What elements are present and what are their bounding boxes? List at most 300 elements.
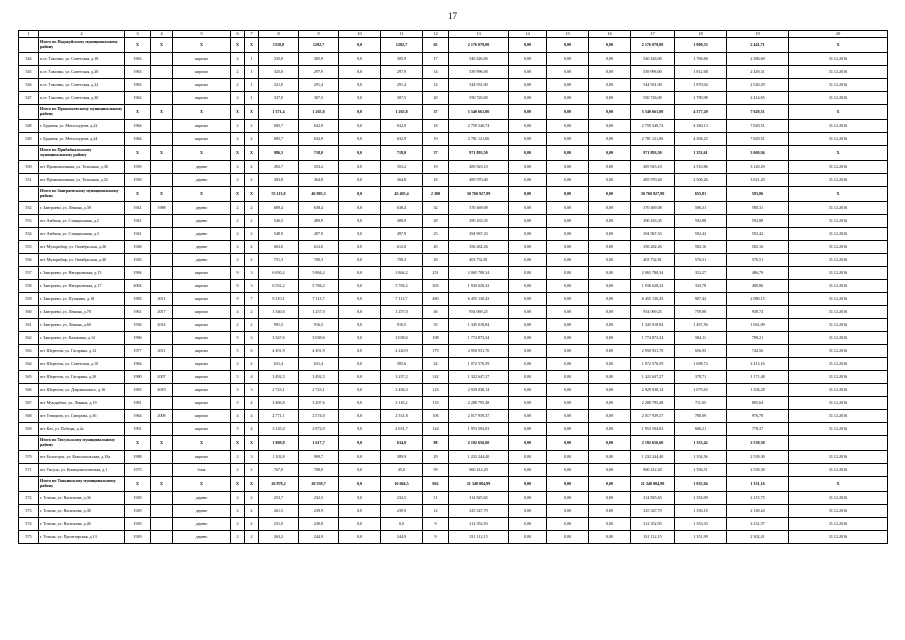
cell-c3: 1963 xyxy=(125,53,151,66)
cell-c18: 655,81 xyxy=(675,187,727,202)
cell-c17: 290 433,35 xyxy=(631,215,675,228)
cell-c6: 2 xyxy=(231,133,245,146)
cell-c17: 485 923,10 xyxy=(631,161,675,174)
cell-c12: 2 300 xyxy=(423,187,449,202)
cell-c20: 31.12.2016 xyxy=(789,161,888,174)
cell-c6: 2 xyxy=(231,518,245,531)
address-cell: пгт Мундыбаш, ул. Ленина, д.19 xyxy=(39,397,125,410)
cell-c18: 1 790,98 xyxy=(675,92,727,105)
cell-c6: 2 xyxy=(231,531,245,544)
address-cell: пгт Каз, ул. Победы, д.2а xyxy=(39,423,125,436)
cell-c11: 3 110,2 xyxy=(381,397,423,410)
row-number-cell: 561 xyxy=(19,319,39,332)
cell-c12: 133 xyxy=(423,397,449,410)
table-row xyxy=(19,267,888,280)
cell-c6: 2 xyxy=(231,254,245,267)
cell-c14: 0,00 xyxy=(509,66,547,79)
cell-c4 xyxy=(151,531,173,544)
cell-c11: 718,0 xyxy=(381,146,423,161)
cell-c6: 2 xyxy=(231,66,245,79)
cell-c5: дерево xyxy=(173,161,231,174)
cell-c3: X xyxy=(125,105,151,120)
cell-c14: 0,00 xyxy=(509,436,547,451)
cell-c17: 1 232 244,40 xyxy=(631,451,675,464)
cell-c4 xyxy=(151,492,173,505)
cell-c11: 305,9 xyxy=(381,53,423,66)
cell-c5: кирпич xyxy=(173,293,231,306)
cell-c15: 0,00 xyxy=(547,79,589,92)
address-cell: пгт Шерегеш, ул. Дзержинского, д.16 xyxy=(39,384,125,397)
cell-c10: 0,0 xyxy=(339,451,381,464)
cell-c11: 634,9 xyxy=(381,436,423,451)
cell-c15: 0,00 xyxy=(547,254,589,267)
cell-c13: 1 345 018,84 xyxy=(449,319,509,332)
cell-c13: 539 996,00 xyxy=(449,66,509,79)
cell-c14: 0,00 xyxy=(509,241,547,254)
cell-c15: 0,00 xyxy=(547,92,589,105)
address-cell: г. Заиграево, ул. Калинина, д.14 xyxy=(39,332,125,345)
cell-c10: 0,0 xyxy=(339,492,381,505)
cell-c7: 4 xyxy=(245,423,259,436)
cell-c7: X xyxy=(245,146,259,161)
cell-c20: 31.12.2016 xyxy=(789,228,888,241)
cell-c11: 632,9 xyxy=(381,120,423,133)
cell-c20: 31.12.2016 xyxy=(789,492,888,505)
cell-c19: 2 231,57 xyxy=(727,518,789,531)
table-row xyxy=(19,423,888,436)
cell-c17: 954 069,25 xyxy=(631,306,675,319)
cell-c11: 232,5 xyxy=(381,492,423,505)
cell-c3: X xyxy=(125,146,151,161)
cell-c9: 5 784,2 xyxy=(299,280,339,293)
cell-c18: 1 355,42 xyxy=(675,436,727,451)
cell-c20: 31.12.2016 xyxy=(789,254,888,267)
cell-c3: 1939 xyxy=(125,161,151,174)
cell-c10: 0,0 xyxy=(339,384,381,397)
cell-c19: 2 413,16 xyxy=(727,358,789,371)
cell-c15: 0,00 xyxy=(547,293,589,306)
cell-c13: 2 192 656,60 xyxy=(449,436,509,451)
cell-c4: 1988 xyxy=(151,202,173,215)
cell-c7: 2 xyxy=(245,358,259,371)
header-cell: 7 xyxy=(245,31,259,38)
cell-c13: 290 433,35 xyxy=(449,215,509,228)
cell-c14: 0,00 xyxy=(509,267,547,280)
table-row xyxy=(19,371,888,384)
cell-c8: 548,9 xyxy=(259,228,299,241)
cell-c12: 46 xyxy=(423,306,449,319)
cell-c12: 862 xyxy=(423,477,449,492)
cell-c14: 0,00 xyxy=(509,133,547,146)
cell-c5: X xyxy=(173,146,231,161)
cell-c9: 708,0 xyxy=(299,464,339,477)
cell-c20: 31.12.2016 xyxy=(789,280,888,293)
cell-c15: 0,00 xyxy=(547,146,589,161)
cell-c7: 2 xyxy=(245,319,259,332)
cell-c12: 11 xyxy=(423,492,449,505)
cell-c19: 1 104,28 xyxy=(727,384,789,397)
cell-c10: 0,0 xyxy=(339,38,381,53)
cell-c4 xyxy=(151,505,173,518)
cell-c5: X xyxy=(173,105,231,120)
cell-c9: 307,5 xyxy=(299,92,339,105)
cell-c10: 0,0 xyxy=(339,371,381,384)
cell-c5: кирпич xyxy=(173,133,231,146)
row-number-cell xyxy=(19,187,39,202)
cell-c13: 2 176 079,00 xyxy=(449,38,509,53)
cell-c3: 1929 xyxy=(125,492,151,505)
cell-c10: 0,0 xyxy=(339,53,381,66)
cell-c9: 305,9 xyxy=(299,53,339,66)
cell-c8: 3 145,4 xyxy=(259,423,299,436)
cell-c19: 2 539,30 xyxy=(727,436,789,451)
cell-c6: 2 xyxy=(231,505,245,518)
cell-c3: 1929 xyxy=(125,531,151,544)
cell-c10: 0,0 xyxy=(339,215,381,228)
table-row xyxy=(19,410,888,423)
table-row xyxy=(19,505,888,518)
row-number-cell: 572 xyxy=(19,492,39,505)
cell-c14: 0,00 xyxy=(509,358,547,371)
table-body xyxy=(19,31,888,544)
cell-c10: 0,0 xyxy=(339,254,381,267)
cell-c14: 0,00 xyxy=(509,53,547,66)
cell-c3: 1980 xyxy=(125,371,151,384)
cell-c20: X xyxy=(789,187,888,202)
cell-c3: 1994 xyxy=(125,267,151,280)
cell-c10: 0,0 xyxy=(339,267,381,280)
total-name-cell: Итого по Тонкинскому муниципальному району xyxy=(39,477,125,492)
cell-c16: 0,00 xyxy=(589,397,631,410)
cell-c4 xyxy=(151,174,173,187)
table-row xyxy=(19,464,888,477)
cell-c7: 2 xyxy=(245,518,259,531)
cell-c20: 31.12.2016 xyxy=(789,371,888,384)
cell-c16: 0,00 xyxy=(589,120,631,133)
cell-c7: 2 xyxy=(245,241,259,254)
address-cell: г. Заиграево, ул. Ленина, д.39 xyxy=(39,202,125,215)
cell-c20: 31.12.2016 xyxy=(789,241,888,254)
cell-c7: 1 xyxy=(245,92,259,105)
cell-c16: 0,00 xyxy=(589,371,631,384)
cell-c8: 6 650,2 xyxy=(259,267,299,280)
cell-c9: 909,7 xyxy=(299,451,339,464)
header-cell: 18 xyxy=(675,31,727,38)
cell-c12: 37 xyxy=(423,105,449,120)
cell-c5: X xyxy=(173,187,231,202)
cell-c19: 1 171,48 xyxy=(727,371,789,384)
cell-c20: 31.12.2016 xyxy=(789,120,888,133)
cell-c12: 19 xyxy=(423,161,449,174)
cell-c3: 1985 xyxy=(125,293,151,306)
cell-c12: 18 xyxy=(423,174,449,187)
row-number-cell: 553 xyxy=(19,215,39,228)
cell-c15: 0,00 xyxy=(547,241,589,254)
cell-c17: 1 345 018,84 xyxy=(631,319,675,332)
cell-c7: 1 xyxy=(245,79,259,92)
header-cell: 11 xyxy=(381,31,423,38)
address-cell: п.ст. Таксимо, ул. Советская, д.18 xyxy=(39,53,125,66)
cell-c17: 1 322 647,27 xyxy=(631,371,675,384)
row-number-cell: 545 xyxy=(19,66,39,79)
cell-c19: 2 449,31 xyxy=(727,66,789,79)
cell-c8: 2 723,1 xyxy=(259,384,299,397)
header-cell: 15 xyxy=(547,31,589,38)
cell-c5: кирпич xyxy=(173,120,231,133)
row-number-cell: 563 xyxy=(19,345,39,358)
cell-c19: 2 414,65 xyxy=(727,92,789,105)
cell-c14: 0,00 xyxy=(509,464,547,477)
cell-c10: 0,0 xyxy=(339,345,381,358)
cell-c20: 31.12.2016 xyxy=(789,345,888,358)
row-number-cell: 562 xyxy=(19,332,39,345)
cell-c5: дерево xyxy=(173,254,231,267)
cell-c3: 1941 xyxy=(125,215,151,228)
cell-c8: 767,0 xyxy=(259,464,299,477)
cell-c3: X xyxy=(125,477,151,492)
cell-c7: 2 xyxy=(245,306,259,319)
cell-c16: 0,00 xyxy=(589,161,631,174)
row-number-cell: 552 xyxy=(19,202,39,215)
cell-c8: 1318,0 xyxy=(259,38,299,53)
cell-c12: 29 xyxy=(423,254,449,267)
cell-c16: 0,00 xyxy=(589,423,631,436)
cell-c16: 0,00 xyxy=(589,332,631,345)
cell-c17: 540 426,00 xyxy=(631,53,675,66)
address-cell: пгт Шерегеш, ул. Гагарина, д.12 xyxy=(39,345,125,358)
cell-c10: 0,0 xyxy=(339,161,381,174)
address-cell: п.ст. Таксимо, ул. Советская, д.22 xyxy=(39,79,125,92)
cell-c7: X xyxy=(245,38,259,53)
cell-c12: 28 xyxy=(423,215,449,228)
address-cell: пгт Темиртау, ул. Суворова, д.36 xyxy=(39,410,125,423)
cell-c5: кирпич xyxy=(173,92,231,105)
cell-c8: 631,4 xyxy=(259,358,299,371)
cell-c15: 0,00 xyxy=(547,38,589,53)
cell-c5: дерево xyxy=(173,531,231,544)
header-cell: 10 xyxy=(339,31,381,38)
cell-c11: 585,6 xyxy=(381,358,423,371)
district-total-row xyxy=(19,146,888,161)
cell-c10: 0,0 xyxy=(339,306,381,319)
cell-c5: дерево xyxy=(173,215,231,228)
cell-c3: 1941 xyxy=(125,202,151,215)
cell-c19: 744,56 xyxy=(727,345,789,358)
cell-c6: 5 xyxy=(231,423,245,436)
cell-c15: 0,00 xyxy=(547,105,589,120)
table-row xyxy=(19,133,888,146)
cell-c15: 0,00 xyxy=(547,358,589,371)
cell-c10: 0,0 xyxy=(339,79,381,92)
cell-c19: 2 520,29 xyxy=(727,79,789,92)
cell-c17: 370 469,08 xyxy=(631,202,675,215)
cell-c4: 2011 xyxy=(151,345,173,358)
cell-c20: X xyxy=(789,105,888,120)
cell-c16: 0,00 xyxy=(589,146,631,161)
cell-c6: X xyxy=(231,146,245,161)
cell-c7: 7 xyxy=(245,293,259,306)
cell-c13: 2 950 931,70 xyxy=(449,345,509,358)
cell-c19: 2 149,24 xyxy=(727,505,789,518)
cell-c16: 0,00 xyxy=(589,477,631,492)
cell-c9: 297,9 xyxy=(299,66,339,79)
cell-c8: 685,7 xyxy=(259,120,299,133)
cell-c17: 403 732,81 xyxy=(631,254,675,267)
cell-c12: 29 xyxy=(423,451,449,464)
cell-c11: 364,8 xyxy=(381,174,423,187)
cell-c5: кирпич xyxy=(173,66,231,79)
header-cell: 20 xyxy=(789,31,888,38)
cell-c12: 179 xyxy=(423,345,449,358)
cell-c10: 0,0 xyxy=(339,531,381,544)
district-total-row xyxy=(19,38,888,53)
cell-c18: 656,95 xyxy=(675,345,727,358)
cell-c4 xyxy=(151,53,173,66)
row-number-cell xyxy=(19,436,39,451)
cell-c6: 2 xyxy=(231,92,245,105)
cell-c12: 20 xyxy=(423,241,449,254)
cell-c9: 1 265,8 xyxy=(299,105,339,120)
cell-c12: 65 xyxy=(423,38,449,53)
page-number: 17 xyxy=(448,11,457,21)
cell-c11: 1 265,8 xyxy=(381,105,423,120)
cell-c5: кирпич xyxy=(173,319,231,332)
cell-c13: 312 352,93 xyxy=(449,518,509,531)
cell-c4 xyxy=(151,79,173,92)
cell-c20: 31.12.2016 xyxy=(789,518,888,531)
cell-c16: 0,00 xyxy=(589,410,631,423)
row-number-cell: 560 xyxy=(19,306,39,319)
address-cell: п.ст. Таксимо, ул. Советская, д.30 xyxy=(39,92,125,105)
cell-c7: X xyxy=(245,477,259,492)
cell-c16: 0,00 xyxy=(589,228,631,241)
cell-c15: 0,00 xyxy=(547,187,589,202)
cell-c10: 0,0 xyxy=(339,293,381,306)
cell-c9: 700,3 xyxy=(299,254,339,267)
cell-c8: 253,7 xyxy=(259,492,299,505)
cell-c11: 632,9 xyxy=(381,133,423,146)
cell-c20: X xyxy=(789,38,888,53)
table-row xyxy=(19,79,888,92)
cell-c12: 106 xyxy=(423,410,449,423)
cell-c13: 960 412,20 xyxy=(449,464,509,477)
cell-c14: 0,00 xyxy=(509,319,547,332)
cell-c9: 2 574,0 xyxy=(299,410,339,423)
cell-c9: 1202,7 xyxy=(299,38,339,53)
header-cell: 5 xyxy=(173,31,231,38)
cell-c14: 0,00 xyxy=(509,293,547,306)
cell-c15: 0,00 xyxy=(547,436,589,451)
header-cell: 9 xyxy=(299,31,339,38)
cell-c15: 0,00 xyxy=(547,133,589,146)
cell-c3: X xyxy=(125,38,151,53)
cell-c14: 0,00 xyxy=(509,423,547,436)
cell-c7: 2 xyxy=(245,531,259,544)
address-cell: пгт Промышленная, ул. Тельмана, д.30 xyxy=(39,161,125,174)
cell-c10: 0,0 xyxy=(339,120,381,133)
table-row xyxy=(19,254,888,267)
table-row xyxy=(19,451,888,464)
table-row xyxy=(19,319,888,332)
cell-c13: 2 781 121,06 xyxy=(449,133,509,146)
cell-c15: 0,00 xyxy=(547,477,589,492)
cell-c7: 4 xyxy=(245,410,259,423)
cell-c6: X xyxy=(231,436,245,451)
table-row xyxy=(19,306,888,319)
cell-c8: 3 492,5 xyxy=(259,371,299,384)
cell-c15: 0,00 xyxy=(547,423,589,436)
cell-c16: 0,00 xyxy=(589,358,631,371)
cell-c18: 333,78 xyxy=(675,280,727,293)
cell-c6: 2 xyxy=(231,161,245,174)
cell-c19: 2 302,41 xyxy=(727,531,789,544)
cell-c9: 718,0 xyxy=(299,146,339,161)
cell-c4 xyxy=(151,280,173,293)
cell-c13: 356 282,26 xyxy=(449,241,509,254)
address-cell: пгт Тисуль, ул. Коммунистическая, д.1 xyxy=(39,464,125,477)
cell-c13: 2 280 795,48 xyxy=(449,397,509,410)
cell-c10: 0,0 xyxy=(339,174,381,187)
row-number-cell: 573 xyxy=(19,505,39,518)
cell-c20: 31.12.2016 xyxy=(789,397,888,410)
row-number-cell: 569 xyxy=(19,423,39,436)
row-number-cell xyxy=(19,146,39,161)
cell-c9: 1 257,0 xyxy=(299,306,339,319)
cell-c5: блок xyxy=(173,464,231,477)
cell-c18: 576,51 xyxy=(675,254,727,267)
cell-c3: 1941 xyxy=(125,228,151,241)
cell-c11: 916,5 xyxy=(381,319,423,332)
cell-c8: 251,0 xyxy=(259,518,299,531)
cell-c12: 9 xyxy=(423,531,449,544)
cell-c10: 0,0 xyxy=(339,518,381,531)
cell-c12: 480 xyxy=(423,293,449,306)
cell-c3: 1939 xyxy=(125,174,151,187)
cell-c12: 32 xyxy=(423,202,449,215)
cell-c11: 638,4 xyxy=(381,202,423,215)
cell-c14: 0,00 xyxy=(509,79,547,92)
address-cell: п.ст. Таксимо, ул. Советская, д.20 xyxy=(39,66,125,79)
cell-c5: кирпич xyxy=(173,306,231,319)
cell-c19: 7 629,51 xyxy=(727,105,789,120)
cell-c5: X xyxy=(173,436,231,451)
cell-c16: 0,00 xyxy=(589,306,631,319)
cell-c20: 31.12.2016 xyxy=(789,174,888,187)
cell-c3: 1948 xyxy=(125,241,151,254)
cell-c19: 976,78 xyxy=(727,410,789,423)
cell-c18: 1 035,94 xyxy=(675,477,727,492)
cell-c6: 9 xyxy=(231,267,245,280)
row-number-cell: 559 xyxy=(19,293,39,306)
cell-c20: 31.12.2016 xyxy=(789,66,888,79)
cell-c4 xyxy=(151,254,173,267)
cell-c7: 4 xyxy=(245,371,259,384)
cell-c15: 0,00 xyxy=(547,345,589,358)
address-cell: г. Тотьма, ул. Васильева, д.38 xyxy=(39,505,125,518)
cell-c12: 35 xyxy=(423,319,449,332)
cell-c11: 353,2 xyxy=(381,161,423,174)
cell-c18: 4 360,13 xyxy=(675,120,727,133)
cell-c7: 3 xyxy=(245,384,259,397)
cell-c17: 544 931,00 xyxy=(631,79,675,92)
cell-c13: 331 112,15 xyxy=(449,531,509,544)
cell-c8: 321,0 xyxy=(259,79,299,92)
cell-c7: 2 xyxy=(245,161,259,174)
cell-c5: кирпич xyxy=(173,423,231,436)
address-cell: г. Заиграево, ул. Пушкина, д.18 xyxy=(39,293,125,306)
cell-c18: 1 766,68 xyxy=(675,53,727,66)
cell-c12: 14 xyxy=(423,66,449,79)
